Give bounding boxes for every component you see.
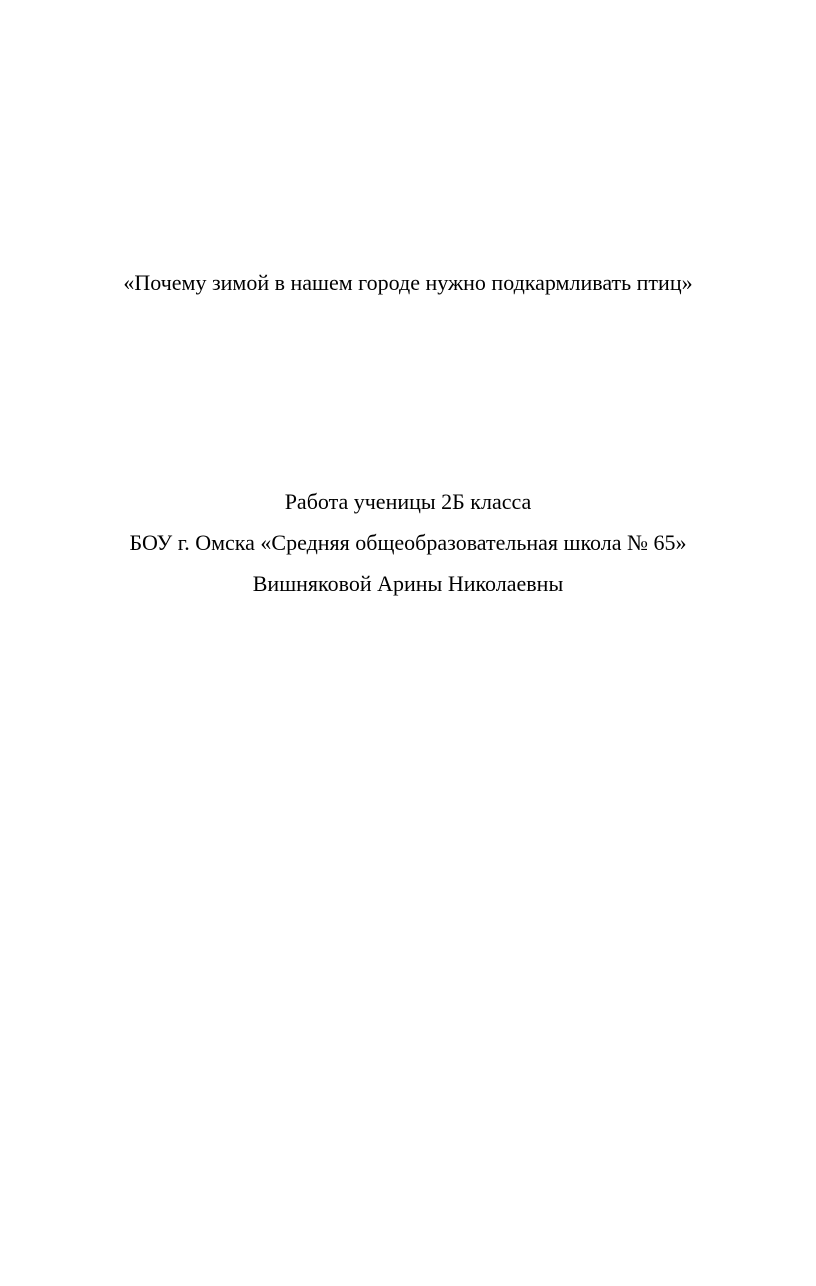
school-line: БОУ г. Омска «Средняя общеобразовательная школа № 65» bbox=[129, 530, 687, 555]
work-description-line: Работа ученицы 2Б класса bbox=[284, 489, 532, 514]
document-title: «Почему зимой в нашем городе нужно подкармливать птиц» bbox=[123, 270, 693, 295]
author-name-line: Вишняковой Арины Николаевны bbox=[252, 571, 564, 596]
author-info bbox=[0, 485, 816, 608]
